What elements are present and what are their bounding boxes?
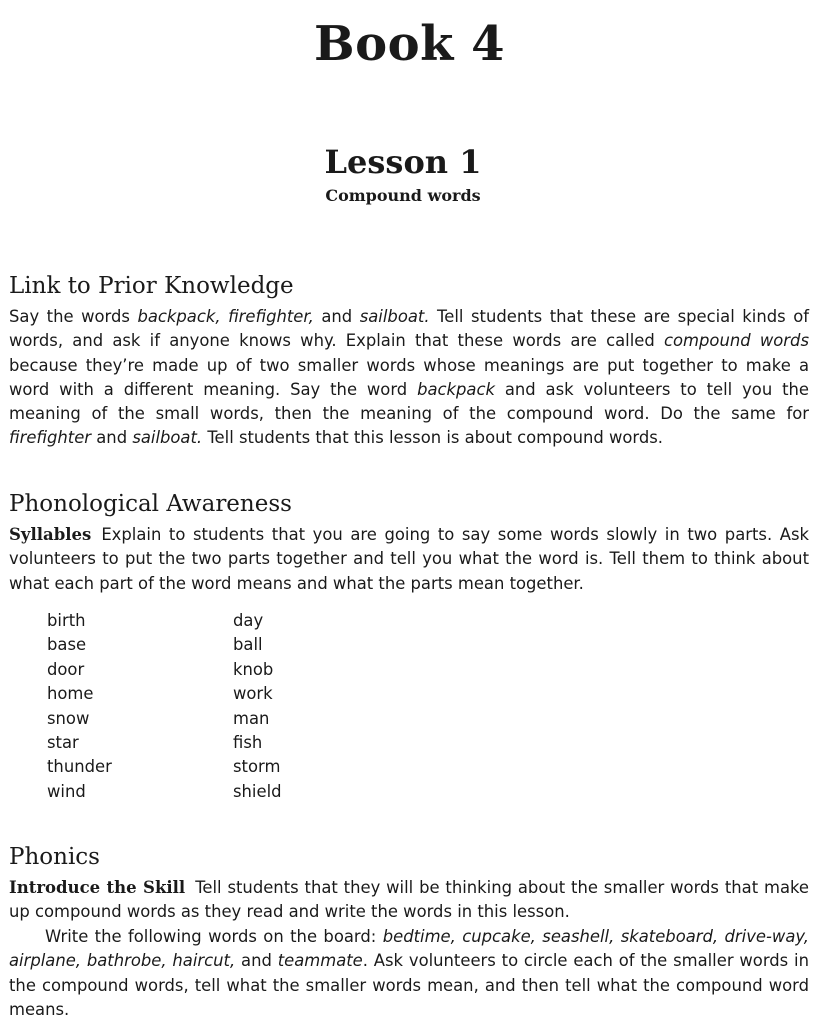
word-part-second: work (233, 684, 273, 704)
lead-syllables: Syllables (9, 525, 92, 544)
lesson-title: Lesson 1 (324, 143, 482, 181)
word-part-first: thunder (47, 757, 112, 777)
lead-introduce-skill: Introduce the Skill (9, 878, 186, 897)
word-part-second: fish (233, 733, 263, 753)
word-pair-row (47, 731, 282, 755)
word-part-first: door (47, 659, 85, 679)
word-part-first: snow (47, 708, 90, 728)
word-pair-row (47, 658, 282, 682)
word-part-second: shield (233, 781, 282, 801)
word-part-second: ball (233, 635, 263, 655)
word-pair-row (47, 780, 282, 804)
word-part-second: knob (233, 659, 274, 679)
word-part-first: base (47, 635, 87, 655)
heading-prior-knowledge: Link to Prior Knowledge (9, 273, 294, 299)
heading-phonological-awareness: Phonological Awareness (9, 491, 292, 517)
word-part-first: home (47, 684, 94, 704)
phonics-paragraph-1: Introduce the Skill Tell students that they will be thinking about the smaller words that make up compound words as they read and write the words in this lesson. (9, 878, 809, 922)
word-pair-row (47, 755, 282, 779)
word-part-first: birth (47, 611, 86, 630)
word-pairs-table (47, 609, 282, 804)
word-part-second: storm (233, 757, 281, 777)
word-pair-row (47, 609, 282, 633)
word-part-first: wind (47, 781, 86, 801)
word-part-second: man (233, 708, 270, 728)
lesson-subtitle: Compound words (325, 186, 481, 205)
word-pair-row (47, 633, 282, 657)
heading-phonics: Phonics (9, 844, 100, 870)
word-part-first: star (47, 733, 79, 753)
word-pair-row (47, 707, 282, 731)
word-part-second: day (233, 611, 264, 630)
word-pair-row (47, 682, 282, 706)
phonological-paragraph: Syllables Explain to students that you are going to say some words slowly in two parts. Ask volunteers to put the two parts together and tell you what the word is. Tell them to think about what each part of the word means and what the parts mean together. (9, 525, 809, 593)
phonics-paragraph-2: Write the following words on the board: bedtime, cupcake, seashell, skateboard, drive-way, airplane, bathrobe, haircut, and teammate. Ask volunteers to circle each of the smaller words in the compound words, tell what the smaller words mean, and then tell what the compound word means. (9, 927, 810, 1019)
book-title: Book 4 (314, 16, 505, 72)
prior-knowledge-paragraph: Say the words backpack, firefighter, and sailboat. Tell students that these are special kinds of words, and ask if anyone knows why. Explain that these words are called compound words because they’re made up of two smaller words whose meanings are put together to make a word with a different meaning. Say the word backpack and ask volunteers to tell you the meaning of the small words, then the meaning of the compound word. Do the same for firefighter and sailboat. Tell students that this lesson is about compound words. (9, 307, 809, 448)
